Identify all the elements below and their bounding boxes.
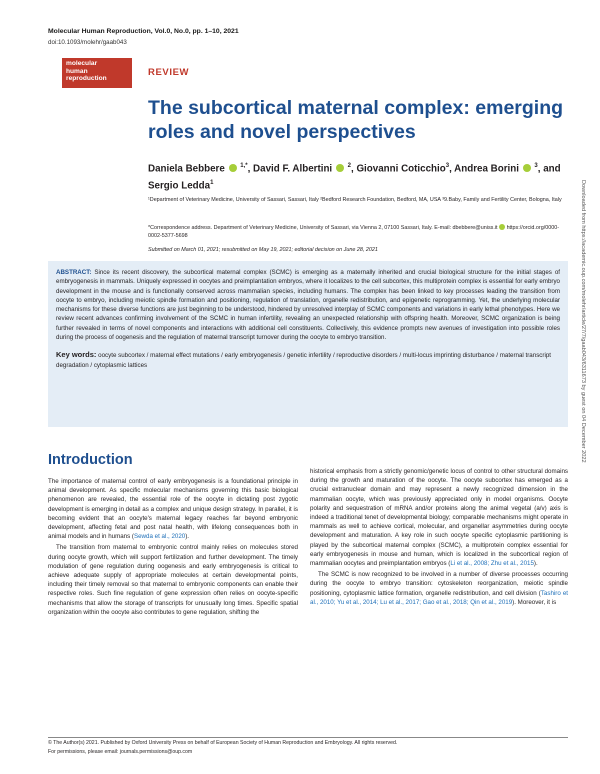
paragraph-text: ). [185,533,190,541]
author-superscript: 3 [445,163,450,169]
paragraph [310,467,568,568]
introduction-heading: Introduction [48,452,133,468]
left-column [48,477,298,619]
article-title: The subcortical maternal complex: emerging roles and novel perspectives [148,97,564,143]
paragraph [48,477,298,541]
author-superscript: 2 [347,163,351,169]
affiliations: ¹Department of Veterinary Medicine, University of Sassari, Sassari, Italy ²Bedford Research Foundation, Bedford, MA, USA ³9.Baby, Family and Fertility Center, Bologna, Italy [148,197,562,203]
paragraph-text: The transition from maternal to embryonic control mainly relies on molecules stored during oocyte growth, which will support fertilization and further development. The timely modulation of gene regulation during oogenesis and early embryogenesis is critical to achieve adequate supply of appropriate molecules at certain developmental points, including their timely removal so that maternal to embryonic components can enable their respective roles. Such fine regulation of gene expression often relies on oocyte-specific mechanisms that allow the storage of transcripts for unusually long times. Specific spatial organization within the oocyte also contributes to gene regulation, shifting the [48,544,298,616]
orcid-icon[interactable] [523,164,531,172]
author-superscript: 1,* [240,163,248,169]
author-superscript: 3 [534,163,538,169]
submission-dates: Submitted on March 01, 2021; resubmitted on May 19, 2021; editorial decision on June 28, 2021 [148,247,378,253]
author-superscript: 1 [210,180,214,187]
citation-link[interactable]: Tashiro et al., 2010; Yu et al., 2014; Lu et al., 2017; Gao et al., 2018; Qin et al., 2019 [310,589,568,606]
paragraph-text: The SCMC is now recognized to be involved in a number of diverse processes occurring during the oocyte to embryo transition: cytoskeleton reorganization, meiotic spindle positioning, cytoplasmic lattice formation, organelle redistribution, and cell division ( [310,571,568,597]
abstract [56,268,560,342]
paragraph-text: ). Moreover, it is [512,598,557,606]
author-name[interactable]: David F. Albertini [253,163,333,175]
download-watermark: Downloaded from https://academic.oup.com/molehr/article/27/7/gaab043/6311673 by guest on 04 December 2022 [580,180,586,463]
abstract-body: Since its recent discovery, the subcortical maternal complex (SCMC) is emerging as a maternally inherited and crucial biological structure for the initial stages of embryogenesis in mammals. Uniquely expressed in oocytes and preimplantation embryos, where it localizes to the cell subcortex, this multiprotein complex is essential for early embryo development in the mouse and is functionally conserved across mammalian species, including humans. The complex has been linked to key processes leading the transition from oocyte to embryo, including meiotic spindle formation and positioning, regulation of translation, organelle redistribution, and epigenetic reprogramming. Yet, the underlying molecular mechanisms for these diverse functions are just beginning to be understood, hindered by unresolved interplay of SCMC components and variations in early lethal phenotypes. Here we review recent advances confirming involvement of the SCMC in human infertility, revealing an unexpected relationship with offspring health. Moreover, SCMC organization is being further revealed in terms of novel components and interactions with additional cell constituents. Collectively, this evidence prompts new avenues of investigation into possible roles during the process of oogenesis and the regulation of maternal transcript turnover during the oocyte to embryo transition. [56,269,560,342]
orcid-icon[interactable] [336,164,344,172]
author-name[interactable]: Sergio Ledda [148,180,211,192]
author-name[interactable]: Giovanni Coticchio [356,163,446,175]
paragraph [310,570,568,607]
paragraph-text: The importance of maternal control of early embryogenesis is a foundational principle in animal development. As specific molecular mechanisms governing this basic biological phenomenon are revealed, the essential role of the oocyte in dictating post zygotic development is emerging in detail as a complex and unique design strategy. In parallel, it is becoming evident that an oocyte's maternal legacy reaches far beyond embryonic development, affecting fetal and post natal health, with lifelong consequences both in animal models and in humans ( [48,478,298,541]
logo-line-3: reproduction [66,75,107,83]
author-list: Daniela Bebbere $^{1,*}$, David F. Albertini $^2$, Giovanni Coticchio$^3$, Andrea Borini $^3$, and Sergio Ledda$^1$ [148,163,561,192]
footer-divider [48,737,568,738]
keywords-label: Key words: [56,350,97,360]
section-label: REVIEW [148,67,190,78]
doi[interactable]: doi:10.1093/molehr/gaab043 [48,39,127,46]
permissions: For permissions, please email: journals.permissions@oup.com [48,749,193,755]
abstract-label: ABSTRACT: [56,269,92,276]
journal-logo[interactable] [62,58,132,88]
orcid-icon[interactable] [499,224,505,230]
orcid-link[interactable]: https://orcid.org/0000-0002-5377-5698 [148,225,560,239]
orcid-icon[interactable] [229,164,237,172]
logo-line-1: molecular [66,60,98,67]
copyright: © The Author(s) 2021. Published by Oxford University Press on behalf of European Society of Human Reproduction and Embryology. All rights reserved. [48,740,398,746]
correspondence [148,224,568,240]
logo-line-2: human [66,67,88,75]
abstract-box [48,261,568,427]
citation-link[interactable]: Sewda et al., 2020 [133,533,186,541]
keywords [56,350,560,370]
citation-link[interactable]: Li et al., 2008; Zhu et al., 2015 [450,560,534,568]
correspondence-text: *Correspondence address. Department of Veterinary Medicine, University of Sassari, via Vienna 2, 07100 Sassari, Italy. E-mail: dbebbere@uniss.it [148,225,498,231]
paragraph-text: historical emphasis from a strictly genomic/genetic locus of control to other structural domains during the growth and maturation of the oocyte. The oocyte subcortex has emerged as a crucial extranuclear domain and may represent a newly recognized dimension in the mammalian oocyte, which was previously appreciated only in model organisms. Oocyte polarity and sequestration of mRNA and/or proteins along the animal vegetal (a/v) axis is indeed a traditional tenet of developmental biology; comparable mechanisms might operate in mammals as well to achieve cortical, molecular, and organellar asymmetries during oocyte development and maturation. A key role in such oocyte specific cytoplasmic partitioning is played by the subcortical maternal complex (SCMC), a multiprotein complex essential for early embryogenesis in mouse and human, which is localized in the subcortical region of mammalian oocytes and preimplantation embryos ( [310,468,568,568]
journal-header: Molecular Human Reproduction, Vol.0, No.0, pp. 1–10, 2021 [48,28,239,35]
right-column [310,467,568,609]
keywords-body: oocyte subcortex / maternal effect mutations / early embryogenesis / genetic infertility / reproductive disorders / multi-locus imprinting disturbance / maternal transcript degradation / cytoplasmic lattices [56,352,551,369]
paragraph-text: ). [533,560,538,568]
paragraph [48,543,298,617]
author-name[interactable]: Andrea Borini [454,163,519,175]
author-name[interactable]: Daniela Bebbere [148,163,225,175]
